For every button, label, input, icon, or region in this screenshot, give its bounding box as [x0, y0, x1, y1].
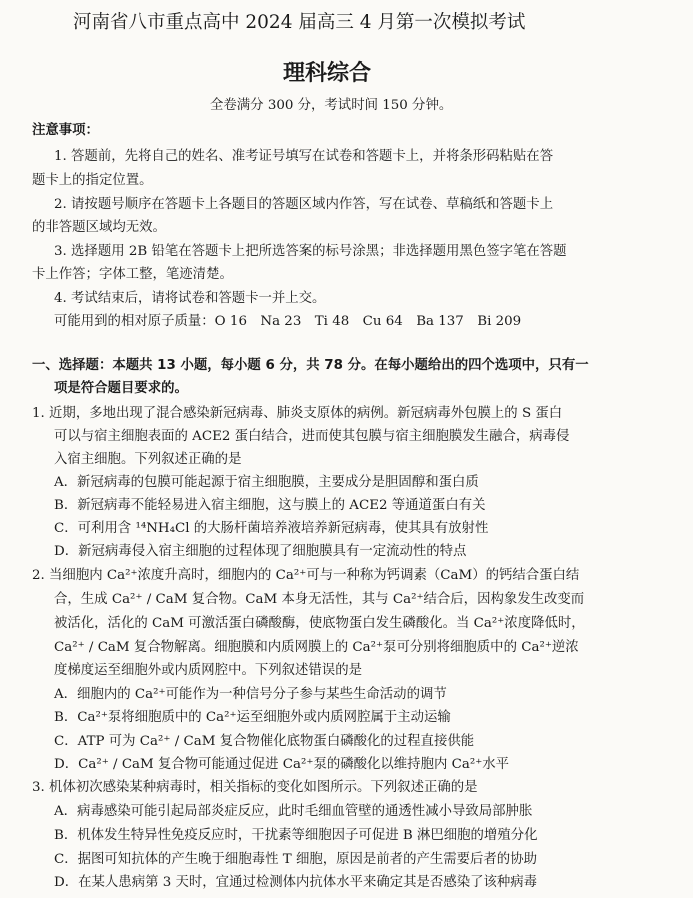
- note-line: 卡上作答；字体工整，笔迹清楚。: [32, 267, 233, 282]
- question-2-stem: Ca²⁺ / CaM 复合物解离。细胞膜和内质网膜上的 Ca²⁺泵可分别将细胞质中的 Ca²⁺逆浓: [54, 640, 579, 655]
- question-2-stem: 被活化，活化的 CaM 可激活蛋白磷酸酶，使底物蛋白发生磷酸化。当 Ca²⁺浓度降低时，: [54, 616, 585, 631]
- question-3-stem: 3. 机体初次感染某种病毒时，相关指标的变化如图所示。下列叙述正确的是: [32, 780, 478, 795]
- question-1-option-b: B．新冠病毒不能轻易进入宿主细胞，这与膜上的 ACE2 等通道蛋白有关: [54, 498, 486, 513]
- question-2-option-c: C．ATP 可为 Ca²⁺ / CaM 复合物催化底物蛋白磷酸化的过程直接供能: [54, 734, 475, 749]
- question-1-stem: 可以与宿主细胞表面的 ACE2 蛋白结合，进而使其包膜与宿主细胞膜发生融合，病毒侵: [54, 429, 570, 444]
- question-1-stem: 入宿主细胞。下列叙述正确的是: [54, 452, 242, 467]
- question-2-stem: 合，生成 Ca²⁺ / CaM 复合物。CaM 本身无活性，其与 Ca²⁺结合后，因构象发生改变而: [54, 592, 585, 607]
- question-1-option-d: D．新冠病毒侵入宿主细胞的过程体现了细胞膜具有一定流动性的特点: [54, 544, 467, 559]
- notes-heading: 注意事项：: [32, 123, 99, 138]
- question-3-option-b: B．机体发生特异性免疫反应时，干扰素等细胞因子可促进 B 淋巴细胞的增殖分化: [54, 828, 538, 843]
- question-2-stem: 2. 当细胞内 Ca²⁺浓度升高时，细胞内的 Ca²⁺可与一种称为钙调素（CaM）的钙结合蛋白结: [32, 568, 580, 583]
- note-line: 1. 答题前，先将自己的姓名、准考证号填写在试卷和答题卡上，并将条形码粘贴在答: [54, 149, 554, 164]
- note-line: 4. 考试结束后，请将试卷和答题卡一并上交。: [54, 291, 326, 306]
- section-heading: 一、选择题：本题共 13 小题，每小题 6 分，共 78 分。在每小题给出的四个选项中，只有一: [32, 358, 589, 373]
- question-2-stem: 度梯度运至细胞外或内质网腔中。下列叙述错误的是: [54, 663, 362, 678]
- question-1-option-c: C．可利用含 ¹⁴NH₄Cl 的大肠杆菌培养液培养新冠病毒，使其具有放射性: [54, 521, 489, 536]
- note-line: 题卡上的指定位置。: [32, 173, 153, 188]
- question-2-option-a: A．细胞内的 Ca²⁺可能作为一种信号分子参与某些生命活动的调节: [54, 687, 447, 702]
- subject-title: 理科综合: [283, 61, 372, 86]
- note-line: 的非答题区域均无效。: [32, 220, 166, 235]
- question-1-option-a: A．新冠病毒的包膜可能起源于宿主细胞膜，主要成分是胆固醇和蛋白质: [54, 475, 479, 490]
- question-2-option-b: B．Ca²⁺泵将细胞质中的 Ca²⁺运至细胞外或内质网腔属于主动运输: [54, 710, 451, 725]
- section-heading: 项是符合题目要求的。: [54, 381, 188, 396]
- note-line: 2. 请按题号顺序在答题卡上各题目的答题区域内作答，写在试卷、草稿纸和答题卡上: [54, 197, 554, 212]
- question-3-option-c: C．据图可知抗体的产生晚于细胞毒性 T 细胞，原因是前者的产生需要后者的协助: [54, 852, 537, 867]
- question-1-stem: 1. 近期，多地出现了混合感染新冠病毒、肺炎支原体的病例。新冠病毒外包膜上的 S 蛋白: [32, 406, 563, 421]
- question-2-option-d: D．Ca²⁺ / CaM 复合物可能通过促进 Ca²⁺泵的磷酸化以维持胞内 Ca²⁺水平: [54, 757, 510, 772]
- score-time-line: 全卷满分 300 分，考试时间 150 分钟。: [210, 98, 453, 113]
- question-3-option-a: A．病毒感染可能引起局部炎症反应，此时毛细血管壁的通透性减小导致局部肿胀: [54, 804, 533, 819]
- note-line: 3. 选择题用 2B 铅笔在答题卡上把所选答案的标号涂黑；非选择题用黑色签字笔在答题: [54, 244, 567, 259]
- atomic-mass-line: 可能用到的相对原子质量：O 16 Na 23 Ti 48 Cu 64 Ba 137 Bi 209: [54, 314, 522, 329]
- exam-title: 河南省八市重点高中 2024 届高三 4 月第一次模拟考试: [73, 12, 526, 33]
- question-3-option-d: D．在某人患病第 3 天时，宜通过检测体内抗体水平来确定其是否感染了该种病毒: [54, 875, 538, 890]
